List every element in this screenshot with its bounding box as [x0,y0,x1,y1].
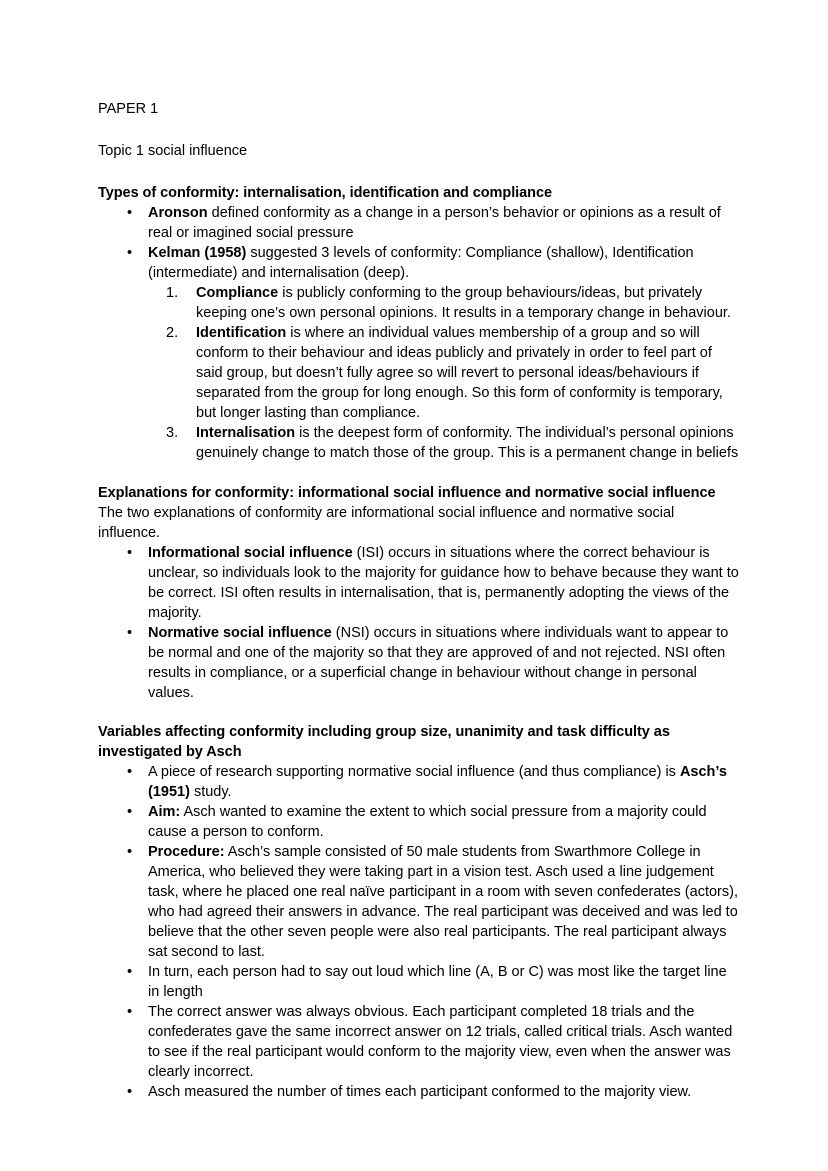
spacer [98,161,740,183]
list-item-lead: Identification [196,325,287,342]
paper-label: PAPER 1 [98,101,159,117]
bullet-list [98,762,740,1102]
list-item-lead: Asch’s (1951) [148,764,727,801]
list-item-text: is the deepest form of conformity. The individual’s personal opinions genuinely change to match those of the group. This is a permanent change in beliefs [196,425,739,462]
spacer [98,120,740,142]
list-item [98,842,740,962]
list-item [98,203,740,243]
bullet-icon: • [127,844,133,861]
section-explanations-for-conformity [98,483,740,703]
spacer [98,703,740,722]
list-marker: 2. [166,325,179,342]
list-item [98,423,740,463]
list-item-lead: Kelman (1958) [148,245,247,262]
list-item [98,1002,740,1082]
bullet-icon: • [127,1084,133,1101]
section-variables-affecting-conformity [98,722,740,1102]
list-item [98,323,740,423]
list-item-lead: Procedure: [148,844,225,861]
bullet-icon: • [127,764,133,781]
topic-label: Topic 1 social influence [98,142,248,159]
list-item [98,802,740,842]
bullet-icon: • [127,625,133,642]
list-item-lead: Informational social influence [148,545,353,562]
list-item-text: The correct answer was always obvious. Each participant completed 18 trials and the confederates gave the same incorrect answer on 12 trials, called critical trials. Asch wanted to see if the real participant would conform to the majority view, even when the answer was clearly incorrect. [148,1004,733,1081]
spacer [98,463,740,483]
list-item-text: (ISI) occurs in situations where the correct behaviour is unclear, so individuals look to the majority for guidance how to behave because they want to be correct. ISI often results in internalisation, that is, permanently adopting the views of the majority. [148,545,739,622]
list-item [98,1082,740,1102]
list-item-pre: A piece of research supporting normative social influence (and thus compliance) is [148,764,680,781]
list-item [98,283,740,323]
bullet-icon: • [127,964,133,981]
list-item-lead: Aronson [148,205,208,222]
list-item-text: study. [189,784,232,801]
list-item-text: (NSI) occurs in situations where individuals want to appear to be normal and one of the majority so that they are approved of and not rejected. NSI often results in compliance, or a superficial change in behaviour without change in personal values. [148,625,729,702]
list-item-text: In turn, each person had to say out loud which line (A, B or C) was most like the target line in length [148,964,727,1001]
list-item-text: Asch’s sample consisted of 50 male students from Swarthmore College in America, who believed they were taking part in a vision test. Asch used a line judgement task, where he placed one real naïve participant in a room with seven confederates (actors), who had agreed their answers in advance. The real participant was deceived and was led to believe that the other seven people were also real participants. The real participant always sat second to last. [148,844,738,961]
list-item-lead: Normative social influence [148,625,332,642]
section-heading: Types of conformity: internalisation, identification and compliance [98,185,552,202]
list-item-lead: Aim: [148,804,181,821]
list-item [98,543,740,623]
numbered-list [98,283,740,463]
bullet-icon: • [127,205,133,222]
list-item-lead: Compliance [196,285,279,302]
bullet-list [98,203,740,283]
list-item [98,623,740,703]
bullet-icon: • [127,245,133,262]
bullet-icon: • [127,1004,133,1021]
bullet-icon: • [127,545,133,562]
list-item-lead: Internalisation [196,425,296,442]
list-item [98,762,740,802]
bullet-icon: • [127,804,133,821]
list-item-text: defined conformity as a change in a person’s behavior or opinions as a result of real or imagined social pressure [148,205,721,242]
section-heading: Explanations for conformity: informational social influence and normative social influence [98,485,716,502]
list-item-text: Asch measured the number of times each participant conformed to the majority view. [148,1084,692,1101]
section-types-of-conformity [98,183,740,463]
list-item-text: is where an individual values membership of a group and so will conform to their behaviour and ideas publicly and privately in order to feel part of said group, but doesn’t fully agree so will revert to personal ideas/behaviours if separated from the group for long enough. So this form of conformity is temporary, but longer lasting than compliance. [196,325,723,422]
list-marker: 1. [166,285,179,302]
section-heading: Variables affecting conformity including group size, unanimity and task difficulty as investigated by Asch [98,724,670,761]
list-marker: 3. [166,425,179,442]
bullet-list [98,543,740,703]
list-item-text: is publicly conforming to the group behaviours/ideas, but privately keeping one’s own personal opinions. It results in a temporary change in behaviour. [196,285,731,322]
list-item-text: Asch wanted to examine the extent to which social pressure from a majority could cause a person to conform. [148,804,707,841]
list-item-text: suggested 3 levels of conformity: Compliance (shallow), Identification (intermediate) and internalisation (deep). [148,245,694,282]
list-item [98,243,740,283]
list-item [98,962,740,1002]
section-intro-paragraph: The two explanations of conformity are informational social influence and normative social influence. [98,505,675,542]
